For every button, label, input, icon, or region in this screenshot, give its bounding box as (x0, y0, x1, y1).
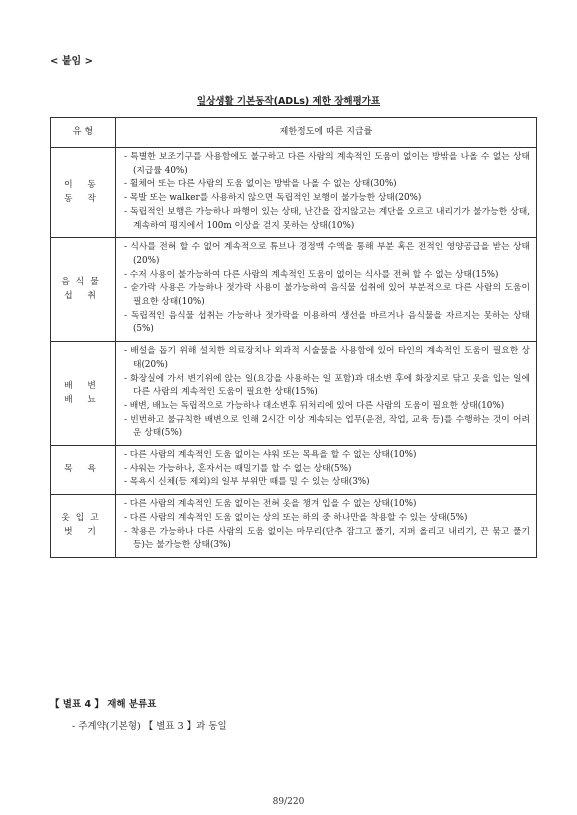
criteria-list (124, 241, 530, 337)
category-label: 목 욕 (64, 464, 102, 475)
row-category (51, 342, 116, 446)
header-category: 유 형 (51, 118, 116, 148)
criteria-item: - 특별한 보조기구를 사용함에도 불구하고 다른 사람의 계속적인 도움이 없이는 방밖을 나올 수 없는 상태(지급률 40%) (124, 151, 530, 178)
row-category (51, 495, 116, 558)
criteria-item: - 목욕시 신체(등 제외)의 일부 부위만 때를 밀 수 있는 상태(3%) (124, 476, 530, 490)
table-row (51, 342, 537, 446)
row-category (51, 446, 116, 495)
row-criteria (116, 238, 537, 342)
row-criteria (116, 148, 537, 238)
criteria-item: - 숟가락 사용은 가능하나 젓가락 사용이 불가능하여 음식물 섭취에 있어 부분적으로 다른 사람의 도움이 필요한 상태(10%) (124, 282, 530, 309)
section4-title: 【 별표 4 】 재해 분류표 (50, 699, 157, 710)
category-label: 벗 기 (64, 527, 102, 538)
criteria-item: - 목발 또는 walker를 사용하지 않으면 독립적인 보행이 불가능한 상태(20%) (124, 192, 530, 206)
category-label: 음식물 (61, 276, 105, 287)
criteria-item: - 독립적인 음식물 섭취는 가능하나 젓가락을 이용하여 생선을 바르거나 음식물을 자르지는 못하는 상태(5%) (124, 310, 530, 337)
criteria-item: - 배설을 돕기 위해 설치한 의료장치나 외과적 시술물을 사용함에 있어 타인의 계속적인 도움이 필요한 상태(20%) (124, 345, 530, 372)
criteria-item: - 다른 사람의 계속적인 도움 없이는 전혀 옷을 챙겨 입을 수 없는 상태(10%) (124, 498, 530, 512)
criteria-list (124, 449, 530, 490)
criteria-item: - 수저 사용이 불가능하여 다른 사람의 계속적인 도움이 없이는 식사를 전혀 할 수 없는 상태(15%) (124, 269, 530, 283)
criteria-item: - 휠체어 또는 다른 사람의 도움 없이는 방밖을 나올 수 없는 상태(30%) (124, 178, 530, 192)
row-category (51, 148, 116, 238)
row-category (51, 238, 116, 342)
row-criteria (116, 446, 537, 495)
adl-grade-table (50, 117, 537, 558)
criteria-list (124, 151, 530, 233)
criteria-item: - 다른 사람의 계속적인 도움 없이는 샤워 또는 목욕을 할 수 없는 상태(10%) (124, 449, 530, 463)
criteria-item: - 다른 사람의 계속적인 도움 없이는 상의 또는 하의 중 하나만을 착용할 수 있는 상태(5%) (124, 512, 530, 526)
row-criteria (116, 342, 537, 446)
criteria-item: - 식사를 전혀 할 수 없어 계속적으로 튜브나 경정맥 수액을 통해 부분 혹은 전적인 영양공급을 받는 상태(20%) (124, 241, 530, 268)
section4-text: - 주계약(기본형) 【 별표 3 】과 동일 (72, 721, 227, 732)
criteria-list (124, 498, 530, 553)
row-criteria (116, 495, 537, 558)
criteria-item: - 화장실에 가서 변기위에 앉는 일(요강을 사용하는 일 포함)과 대소변 후에 화장지로 닦고 옷을 입는 일에 다른 사람의 계속적인 도움이 필요한 상태(15%) (124, 373, 530, 400)
table-row (51, 238, 537, 342)
criteria-item: - 샤워는 가능하나, 혼자서는 때밀기를 할 수 없는 상태(5%) (124, 463, 530, 477)
category-label: 옷입고 (61, 513, 105, 524)
category-label: 동 작 (64, 193, 102, 204)
table-title: 일상생활 기본동작(ADLs) 제한 장해평가표 (196, 96, 381, 107)
category-label: 섭 취 (64, 290, 102, 301)
table-row (51, 446, 537, 495)
category-label: 배 뇨 (64, 394, 102, 405)
header-criteria: 제한정도에 따른 지급률 (116, 118, 537, 148)
table-row (51, 148, 537, 238)
category-label: 이 동 (64, 179, 102, 190)
table-header-row (51, 118, 537, 148)
page-number: 89/220 (272, 797, 305, 807)
table-row (51, 495, 537, 558)
category-label: 배 변 (64, 380, 102, 391)
criteria-item: - 배변, 배뇨는 독립적으로 가능하나 대소변후 뒤처리에 있어 다른 사람의 도움이 필요한 상태(10%) (124, 400, 530, 414)
criteria-list (124, 345, 530, 441)
criteria-item: - 독립적인 보행은 가능하나 파행이 있는 상태, 난간을 잡지않고는 계단을 오르고 내리기가 불가능한 상태, 계속하여 평지에서 100m 이상을 걷지 못하는 상태(10%) (124, 206, 530, 233)
attachment-label: < 붙임 > (50, 56, 94, 67)
criteria-item: - 빈번하고 불규칙한 배변으로 인해 2시간 이상 계속되는 업무(운전, 작업, 교육 등)를 수행하는 것이 어려운 상태(5%) (124, 414, 530, 441)
criteria-item: - 착용은 가능하나 다른 사람의 도움 없이는 마무리(단추 잠그고 풀기, 지퍼 올리고 내리기, 끈 묶고 풀기 등)는 불가능한 상태(3%) (124, 526, 530, 553)
